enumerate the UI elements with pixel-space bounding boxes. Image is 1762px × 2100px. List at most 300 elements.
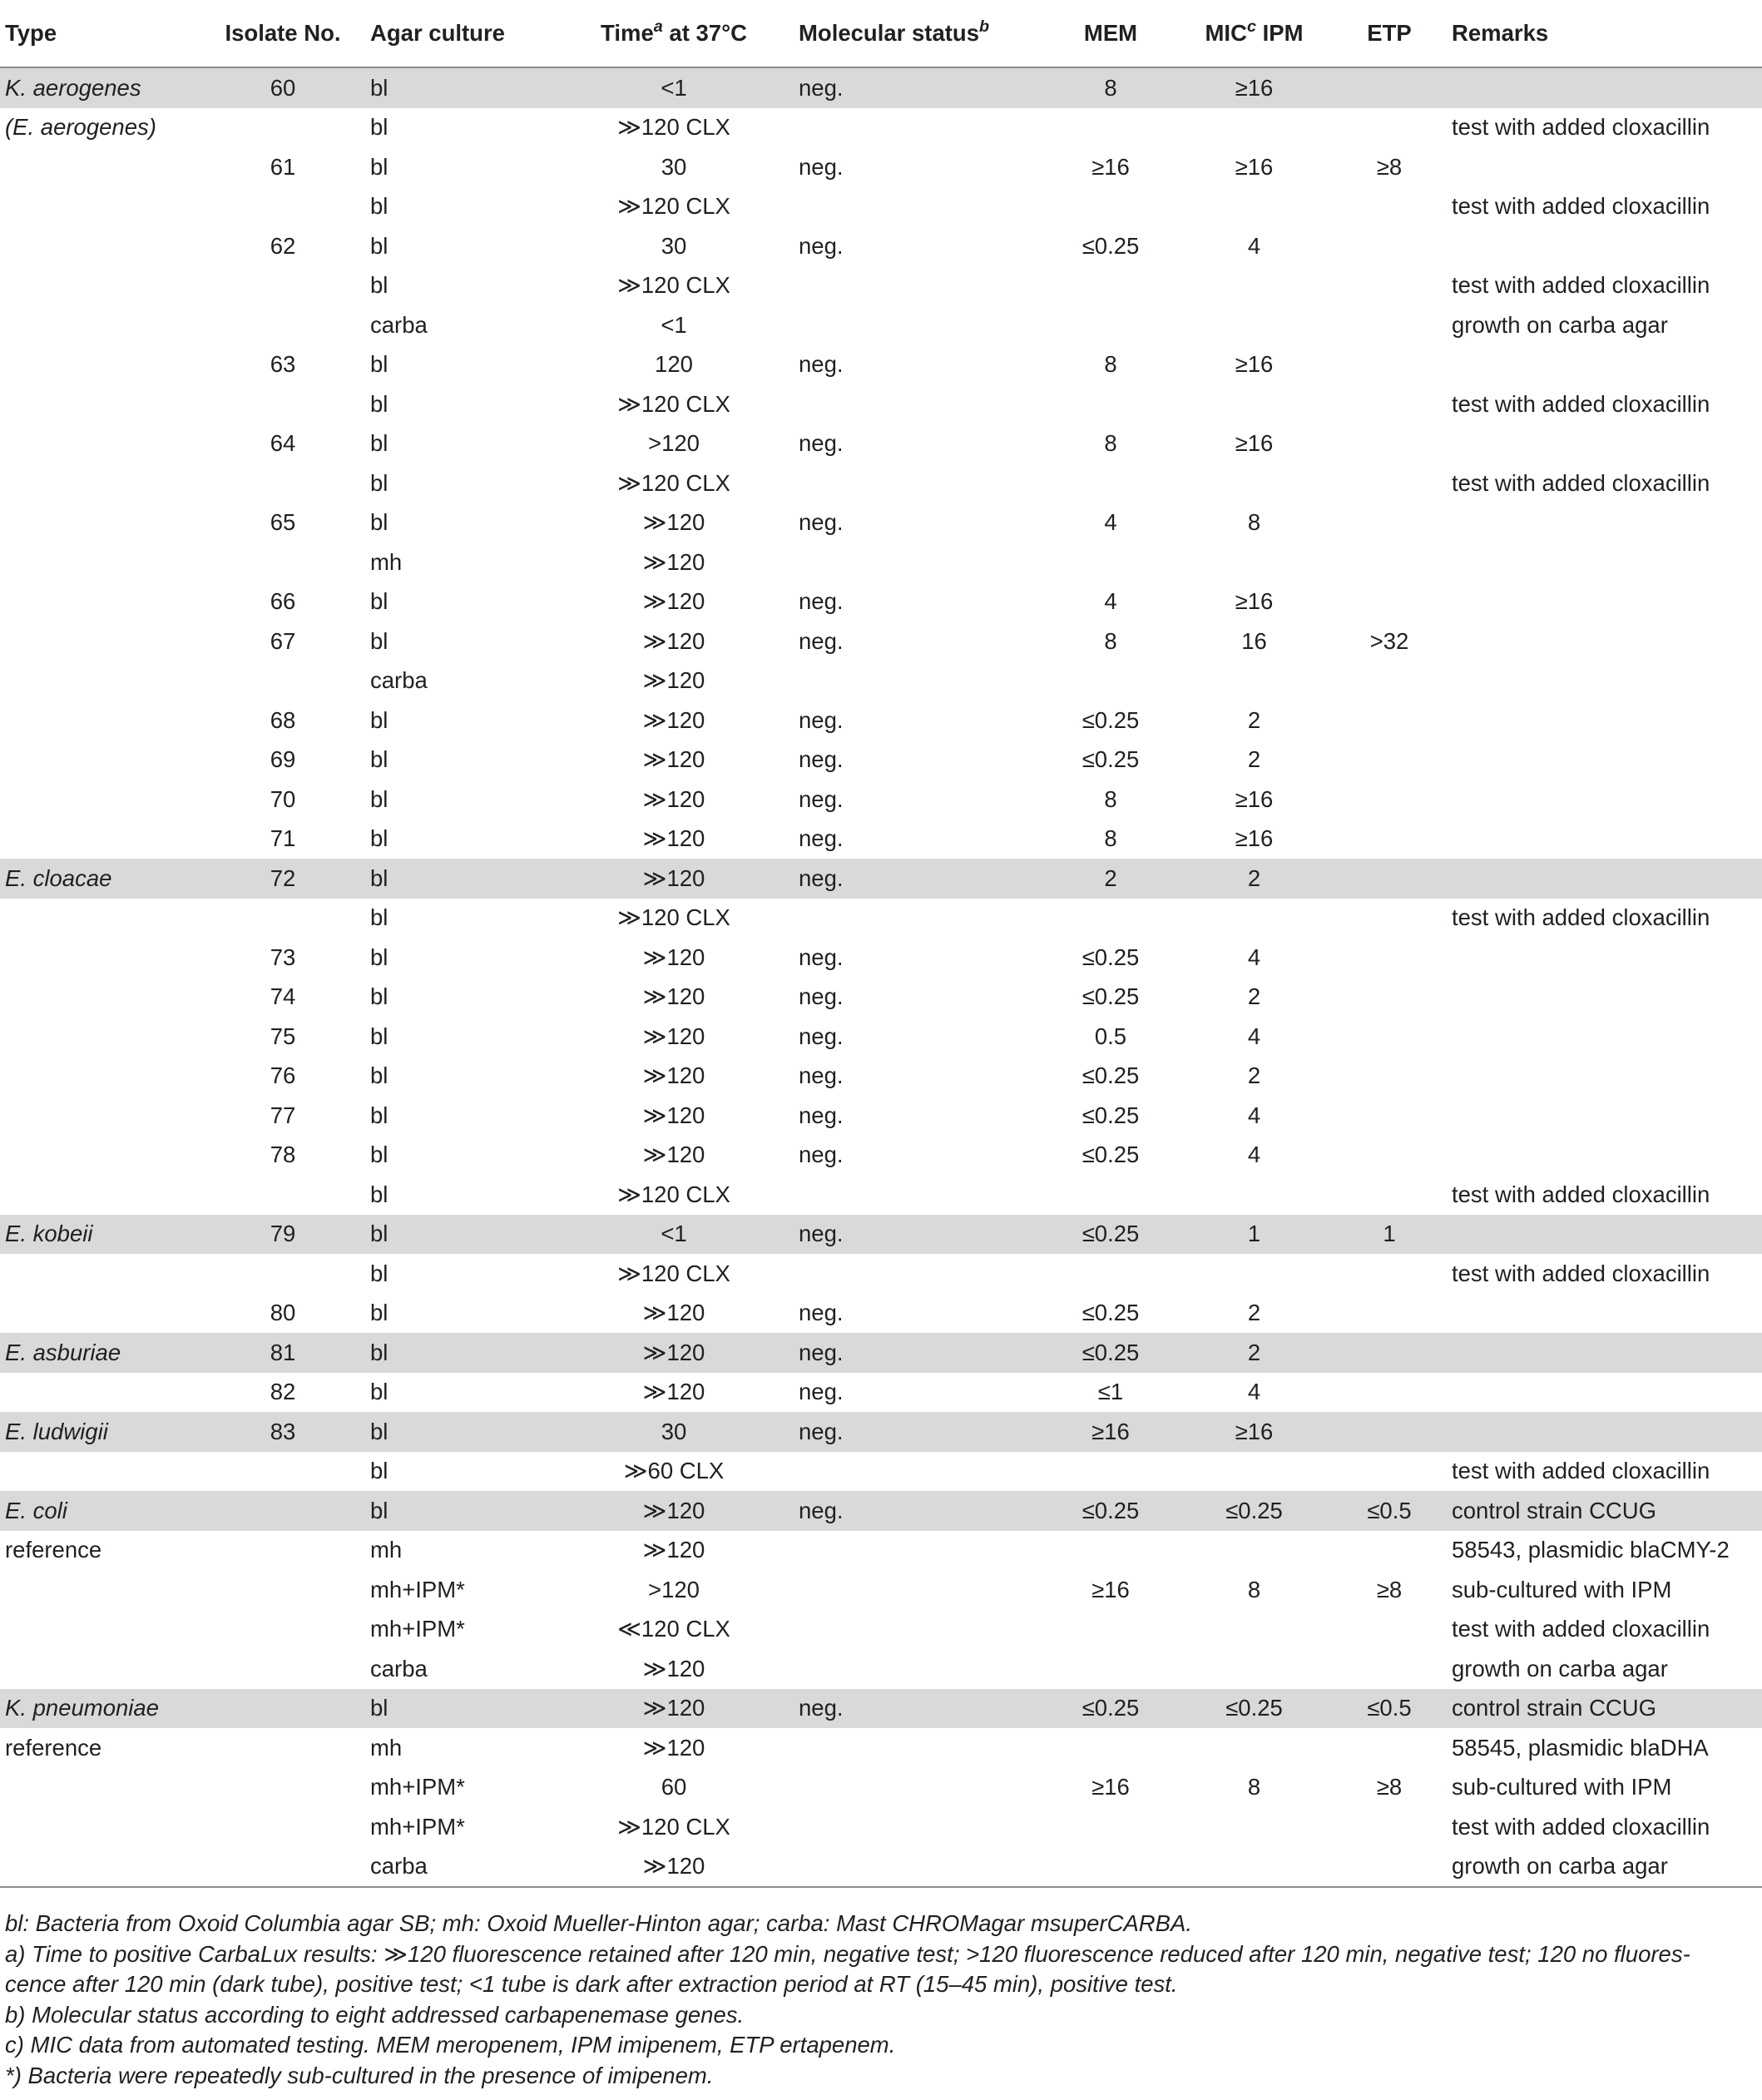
cell-type	[0, 424, 196, 464]
cell-type	[0, 1017, 196, 1057]
cell-remarks	[1452, 147, 1762, 187]
header-time-footnote: a	[653, 17, 663, 37]
cell-type	[0, 463, 196, 503]
cell-isolate: 64	[270, 430, 296, 457]
cell-type: E. coli	[0, 1491, 196, 1531]
cell-mem: ≤0.25	[1040, 1689, 1181, 1729]
cell-remarks: sub-cultured with IPM	[1452, 1774, 1672, 1800]
cell-type	[0, 582, 196, 622]
cell-ipm	[1181, 1807, 1327, 1847]
cell-remarks: test with added cloxacillin	[1452, 1181, 1710, 1207]
cell-time: <1	[549, 1215, 799, 1255]
cell-ipm: ≥16	[1235, 825, 1274, 852]
cell-etp	[1327, 859, 1452, 899]
cell-etp	[1327, 1333, 1452, 1373]
table-row	[0, 701, 1762, 740]
cell-type	[0, 780, 196, 820]
cell-agar: bl	[370, 627, 389, 654]
cell-molecular: neg.	[799, 1023, 844, 1049]
cell-molecular: neg.	[799, 825, 844, 852]
cell-type	[0, 305, 196, 345]
cell-remarks: sub-cultured with IPM	[1452, 1576, 1672, 1602]
cell-molecular	[799, 1570, 1040, 1610]
cell-agar: bl	[370, 1300, 389, 1326]
cell-agar: bl	[370, 983, 389, 1010]
cell-ipm: 8	[1247, 509, 1261, 536]
cell-type	[0, 978, 196, 1018]
cell-isolate: 72	[196, 859, 370, 899]
cell-agar: bl	[370, 1215, 549, 1255]
cell-etp	[1327, 780, 1452, 820]
cell-ipm: 4	[1247, 232, 1261, 259]
header-time-label: Time	[601, 20, 654, 46]
table-row	[0, 1136, 1762, 1176]
cell-mem: ≥16	[1040, 1412, 1181, 1452]
cell-mem: ≤0.25	[1040, 1491, 1181, 1531]
table-row	[0, 226, 1762, 266]
cell-type	[0, 1768, 196, 1808]
cell-molecular	[799, 1610, 1040, 1650]
cell-molecular	[799, 661, 1040, 701]
cell-ipm: ≤0.25	[1181, 1491, 1327, 1531]
cell-molecular: neg.	[799, 351, 844, 378]
table-row	[0, 622, 1762, 661]
footnote-line: cence after 120 min (dark tube), positive test; <1 tube is dark after extraction period at RT (15–45 min), positive test.	[5, 1971, 1178, 1997]
cell-ipm	[1181, 1531, 1327, 1571]
cell-ipm: 4	[1247, 1102, 1261, 1128]
cell-remarks	[1452, 226, 1762, 266]
cell-etp	[1327, 1728, 1452, 1768]
table-row	[0, 1649, 1762, 1689]
table-row	[0, 740, 1762, 780]
cell-remarks	[1452, 1373, 1762, 1413]
cell-type	[0, 345, 196, 385]
cell-mem	[1040, 1531, 1181, 1571]
cell-time: ≫120	[549, 1847, 799, 1888]
cell-time: ≫120 CLX	[617, 390, 730, 417]
cell-ipm	[1181, 187, 1327, 227]
table-row	[0, 1491, 1762, 1531]
header-molecular-label: Molecular status	[799, 20, 980, 46]
cell-etp	[1327, 1017, 1452, 1057]
cell-agar: mh+IPM*	[370, 1576, 465, 1602]
cell-ipm: ≥16	[1181, 1412, 1327, 1452]
cell-mem: ≥16	[1091, 153, 1130, 180]
header-molecular-footnote: b	[979, 17, 990, 37]
cell-molecular: neg.	[799, 1689, 1040, 1729]
cell-agar: bl	[370, 944, 389, 970]
table-row	[0, 1728, 1762, 1768]
cell-isolate	[196, 1175, 370, 1215]
cell-agar: bl	[370, 1023, 389, 1049]
cell-type: E. asburiae	[0, 1333, 196, 1373]
table-row	[0, 187, 1762, 227]
table-row	[0, 384, 1762, 424]
cell-isolate	[196, 1807, 370, 1847]
cell-remarks: test with added cloxacillin	[1452, 272, 1710, 299]
cell-agar: bl	[370, 114, 389, 141]
table-row	[0, 899, 1762, 939]
footnote-line: b) Molecular status according to eight addressed carbapenemase genes.	[5, 2001, 745, 2028]
cell-agar: bl	[370, 469, 389, 496]
cell-remarks	[1452, 503, 1762, 543]
cell-type: reference	[5, 1537, 102, 1563]
cell-remarks: test with added cloxacillin	[1452, 469, 1710, 496]
cell-agar: carba	[370, 1847, 549, 1888]
cell-molecular	[799, 1175, 1040, 1215]
cell-ipm	[1181, 1610, 1327, 1650]
cell-etp: 1	[1327, 1215, 1452, 1255]
cell-time: ≫120	[642, 588, 705, 615]
cell-isolate: 74	[270, 983, 296, 1010]
header-ipm-label: IPM	[1255, 20, 1304, 46]
table-row	[0, 108, 1762, 148]
cell-type	[0, 1175, 196, 1215]
cell-type: (E. aerogenes)	[5, 114, 156, 141]
table-row	[0, 1215, 1762, 1255]
header-agar: Agar culture	[370, 0, 549, 67]
cell-ipm	[1181, 1175, 1327, 1215]
table-row	[0, 1057, 1762, 1097]
cell-type	[0, 701, 196, 740]
cell-type	[0, 147, 196, 187]
cell-remarks	[1452, 345, 1762, 385]
cell-ipm	[1181, 1649, 1327, 1689]
cell-isolate	[196, 1728, 370, 1768]
cell-ipm: 4	[1247, 1023, 1261, 1049]
header-isolate: Isolate No.	[196, 0, 370, 67]
cell-type	[0, 820, 196, 859]
cell-molecular	[799, 1728, 1040, 1768]
cell-agar: bl	[370, 430, 389, 457]
cell-molecular	[799, 384, 1040, 424]
cell-time: 60	[661, 1774, 687, 1800]
cell-remarks: control strain CCUG	[1452, 1491, 1762, 1531]
table-row	[0, 780, 1762, 820]
cell-agar: mh	[370, 1537, 403, 1563]
table-row	[0, 938, 1762, 978]
cell-type	[0, 503, 196, 543]
cell-agar: bl	[370, 390, 389, 417]
table-row	[0, 503, 1762, 543]
cell-agar: bl	[370, 1379, 389, 1405]
footnote-line: bl: Bacteria from Oxoid Columbia agar SB; mh: Oxoid Mueller-Hinton agar; carba: Mast CHROMagar msuperCARBA.	[5, 1910, 1192, 1936]
cell-etp	[1327, 1412, 1452, 1452]
cell-time: ≫120	[549, 1333, 799, 1373]
cell-agar: bl	[370, 509, 389, 536]
cell-ipm: ≥16	[1235, 588, 1274, 615]
cell-time: ≫120	[642, 1734, 705, 1761]
cell-mem: 8	[1040, 67, 1181, 108]
cell-isolate: 82	[270, 1379, 296, 1405]
cell-isolate: 66	[270, 588, 296, 615]
cell-mem: ≤0.25	[1081, 232, 1140, 259]
cell-time: ≫120	[642, 1023, 705, 1049]
cell-etp: ≥8	[1376, 153, 1403, 180]
cell-isolate	[196, 305, 370, 345]
cell-type	[0, 661, 196, 701]
cell-etp	[1327, 187, 1452, 227]
cell-molecular: neg.	[799, 944, 844, 970]
cell-type	[0, 622, 196, 661]
table-row	[0, 1294, 1762, 1334]
cell-agar: bl	[370, 1142, 389, 1168]
cell-molecular: neg.	[799, 588, 844, 615]
cell-etp	[1327, 305, 1452, 345]
cell-ipm: ≤0.25	[1181, 1689, 1327, 1729]
cell-type	[0, 266, 196, 306]
cell-remarks	[1452, 740, 1762, 780]
cell-remarks: test with added cloxacillin	[1452, 904, 1710, 931]
cell-time: ≫120	[549, 1491, 799, 1531]
cell-etp	[1327, 1057, 1452, 1097]
table-row	[0, 1254, 1762, 1294]
cell-type	[0, 1847, 196, 1888]
cell-mem: ≤1	[1097, 1379, 1124, 1405]
cell-ipm	[1181, 463, 1327, 503]
header-mic-label: MIC	[1205, 20, 1247, 46]
cell-isolate: 80	[270, 1300, 296, 1326]
cell-type	[0, 384, 196, 424]
cell-remarks: 58545, plasmidic blaDHA	[1452, 1734, 1709, 1761]
cell-type	[0, 1136, 196, 1176]
cell-type	[0, 1649, 196, 1689]
table-row	[0, 1373, 1762, 1413]
cell-molecular: neg.	[799, 1142, 844, 1168]
cell-mem: 8	[1104, 825, 1117, 852]
cell-ipm	[1181, 108, 1327, 148]
cell-agar: bl	[370, 904, 389, 931]
cell-mem	[1040, 266, 1181, 306]
cell-time: ≫120	[642, 1379, 705, 1405]
cell-remarks: test with added cloxacillin	[1452, 1458, 1710, 1484]
cell-molecular	[799, 1254, 1040, 1294]
cell-molecular	[799, 899, 1040, 939]
cell-etp	[1327, 542, 1452, 582]
cell-isolate	[196, 1689, 370, 1729]
table-row	[0, 582, 1762, 622]
cell-molecular: neg.	[799, 785, 844, 812]
cell-remarks	[1452, 661, 1762, 701]
cell-mem	[1040, 542, 1181, 582]
table-row	[0, 463, 1762, 503]
cell-type: K. aerogenes	[0, 67, 196, 108]
cell-ipm: 2	[1181, 1333, 1327, 1373]
cell-time: ≫120 CLX	[617, 114, 730, 141]
cell-mem	[1040, 1254, 1181, 1294]
cell-isolate	[196, 384, 370, 424]
cell-mem	[1040, 661, 1181, 701]
table-row	[0, 1175, 1762, 1215]
cell-type	[0, 187, 196, 227]
cell-mem	[1040, 1452, 1181, 1492]
cell-molecular: neg.	[799, 509, 844, 536]
cell-mem: ≤0.25	[1081, 746, 1140, 773]
cell-molecular: neg.	[799, 1215, 1040, 1255]
cell-remarks	[1452, 424, 1762, 464]
cell-agar: bl	[370, 1333, 549, 1373]
cell-agar: bl	[370, 785, 389, 812]
table-row	[0, 661, 1762, 701]
cell-isolate	[196, 542, 370, 582]
cell-agar: carba	[370, 311, 428, 338]
cell-etp	[1327, 345, 1452, 385]
footnote-line: *) Bacteria were repeatedly sub-cultured in the presence of imipenem.	[5, 2062, 714, 2088]
cell-molecular: neg.	[799, 1333, 1040, 1373]
cell-etp	[1327, 1254, 1452, 1294]
cell-time: ≫120	[642, 944, 705, 970]
cell-mem: 8	[1104, 627, 1117, 654]
cell-molecular: neg.	[799, 1412, 1040, 1452]
cell-ipm: 2	[1247, 1300, 1261, 1326]
cell-agar: mh	[370, 1734, 403, 1761]
cell-etp: ≥8	[1376, 1576, 1403, 1602]
cell-time: ≫120	[642, 746, 705, 773]
cell-remarks	[1452, 1412, 1762, 1452]
table-row	[0, 147, 1762, 187]
table-row	[0, 1531, 1762, 1571]
cell-isolate: 62	[270, 232, 296, 259]
cell-etp	[1327, 582, 1452, 622]
header-remarks: Remarks	[1452, 0, 1762, 67]
cell-mem: ≤0.25	[1040, 1215, 1181, 1255]
cell-molecular	[799, 1807, 1040, 1847]
cell-etp	[1327, 740, 1452, 780]
cell-agar: bl	[370, 1458, 389, 1484]
cell-isolate	[196, 661, 370, 701]
table-row	[0, 1689, 1762, 1729]
cell-time: ≫120 CLX	[617, 1181, 730, 1207]
cell-type: K. pneumoniae	[0, 1689, 196, 1729]
cell-etp	[1327, 661, 1452, 701]
cell-mem	[1040, 1728, 1181, 1768]
cell-ipm	[1181, 661, 1327, 701]
cell-time: ≫120 CLX	[617, 904, 730, 931]
cell-time: ≫120	[642, 706, 705, 733]
cell-ipm: ≥16	[1235, 785, 1274, 812]
cell-etp	[1327, 1294, 1452, 1334]
cell-isolate: 81	[196, 1333, 370, 1373]
cell-type	[0, 1452, 196, 1492]
cell-ipm: 8	[1247, 1774, 1261, 1800]
table-row	[0, 67, 1762, 108]
cell-mem: ≥16	[1091, 1576, 1130, 1602]
cell-ipm: ≥16	[1181, 67, 1327, 108]
cell-isolate	[196, 1491, 370, 1531]
cell-time: ≫120	[642, 1655, 705, 1681]
cell-type	[0, 1610, 196, 1650]
cell-etp	[1327, 424, 1452, 464]
cell-isolate: 78	[270, 1142, 296, 1168]
cell-molecular	[799, 1649, 1040, 1689]
cell-etp	[1327, 503, 1452, 543]
cell-etp	[1327, 1136, 1452, 1176]
cell-isolate: 60	[196, 67, 370, 108]
cell-ipm	[1181, 542, 1327, 582]
cell-ipm: ≥16	[1235, 153, 1274, 180]
cell-time: ≫120	[642, 548, 705, 575]
cell-ipm	[1181, 1452, 1327, 1492]
cell-time: 30	[549, 1412, 799, 1452]
table-row	[0, 1452, 1762, 1492]
cell-remarks	[1452, 542, 1762, 582]
cell-mem	[1040, 108, 1181, 148]
cell-molecular: neg.	[799, 1491, 1040, 1531]
cell-ipm: 2	[1247, 1062, 1261, 1089]
cell-ipm: 2	[1247, 983, 1261, 1010]
cell-agar: bl	[370, 1062, 389, 1089]
cell-time: ≪120 CLX	[617, 1616, 730, 1642]
cell-ipm: 4	[1247, 1379, 1261, 1405]
cell-molecular	[799, 187, 1040, 227]
cell-molecular: neg.	[799, 1102, 844, 1128]
cell-molecular: neg.	[799, 153, 844, 180]
cell-agar: carba	[370, 667, 428, 694]
cell-time: ≫120	[549, 859, 799, 899]
cell-etp	[1327, 1847, 1452, 1888]
cell-mem: ≥16	[1091, 1774, 1130, 1800]
header-type: Type	[0, 0, 196, 67]
table-row	[0, 1017, 1762, 1057]
cell-time: <1	[661, 311, 687, 338]
cell-ipm	[1181, 266, 1327, 306]
cell-isolate	[196, 463, 370, 503]
cell-mem	[1040, 463, 1181, 503]
cell-remarks: test with added cloxacillin	[1452, 193, 1710, 220]
cell-molecular	[799, 1531, 1040, 1571]
cell-time: ≫120	[642, 825, 705, 852]
cell-isolate	[196, 108, 370, 148]
cell-remarks: test with added cloxacillin	[1452, 1813, 1710, 1840]
cell-time: ≫60 CLX	[623, 1458, 725, 1484]
cell-remarks	[1452, 1333, 1762, 1373]
cell-mem	[1040, 384, 1181, 424]
cell-mem	[1040, 899, 1181, 939]
cell-ipm: 2	[1247, 746, 1261, 773]
footnote-line: c) MIC data from automated testing. MEM meropenem, IPM imipenem, ETP ertapenem.	[5, 2032, 896, 2058]
cell-molecular: neg.	[799, 706, 844, 733]
cell-remarks	[1452, 582, 1762, 622]
cell-mem: 8	[1104, 351, 1117, 378]
cell-isolate	[196, 1649, 370, 1689]
cell-molecular: neg.	[799, 746, 844, 773]
cell-time: ≫120	[642, 509, 705, 536]
cell-isolate: 83	[196, 1412, 370, 1452]
table-row	[0, 1333, 1762, 1373]
cell-ipm: ≥16	[1235, 351, 1274, 378]
table-row	[0, 1847, 1762, 1888]
cell-type: E. cloacae	[0, 859, 196, 899]
cell-mem: ≤0.25	[1081, 1300, 1140, 1326]
cell-ipm	[1181, 384, 1327, 424]
cell-time: <1	[549, 67, 799, 108]
cell-molecular	[799, 463, 1040, 503]
cell-mem: ≤0.25	[1081, 706, 1140, 733]
cell-etp	[1327, 1373, 1452, 1413]
cell-remarks	[1452, 1096, 1762, 1136]
cell-remarks	[1452, 859, 1762, 899]
cell-agar: bl	[370, 825, 389, 852]
cell-mem: ≤0.25	[1081, 983, 1140, 1010]
cell-type	[0, 1373, 196, 1413]
cell-molecular	[799, 1768, 1040, 1808]
cell-isolate: 65	[270, 509, 296, 536]
cell-isolate	[196, 899, 370, 939]
cell-agar: bl	[370, 153, 389, 180]
cell-agar: bl	[370, 1491, 549, 1531]
cell-agar: bl	[370, 1260, 389, 1286]
cell-remarks	[1452, 938, 1762, 978]
